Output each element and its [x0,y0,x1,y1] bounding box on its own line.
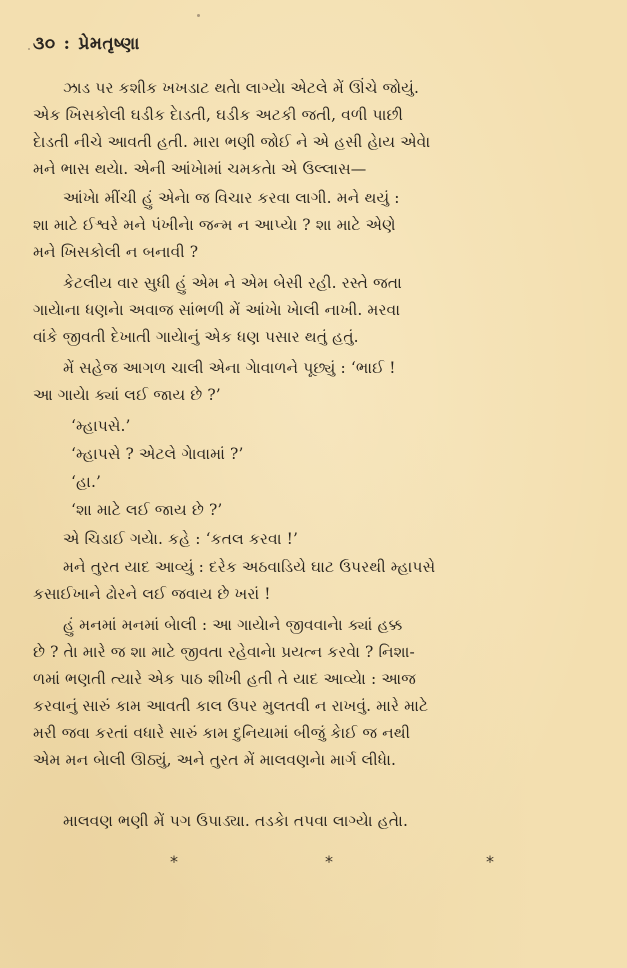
text-line: આ ગાયેા ક્યાં લઈ જાય છે ?’ [33,386,221,404]
running-head [33,34,140,54]
text-line: ળમાં ભણતી ત્યારે એક પાઠ શીખી હતી તે યાદ આવ્યેા : આજ [33,670,416,688]
text-line: એ ચિડાઈ ગયેા. કહે : ‘કતલ કરવા !’ [63,530,298,548]
dialogue-line: ‘મ્હાપસે ? એટલે ગેાવામાં ?’ [71,445,244,463]
text-line: મેં સહેજ આગળ ચાલી એના ગેાવાળને પૂછ્યું : ‘ભાઈ ! [63,359,396,377]
section-break-star: * [486,852,494,871]
header-separator: : [63,34,71,54]
dialogue-line: ‘હા.’ [71,473,101,491]
text-line: એમ મન બેાલી ઊઠ્યું, અને તુરત મેં માલવણનેા માર્ગ લીધેા. [33,751,397,769]
dialogue-line: ‘મ્હાપસે.’ [71,417,131,435]
section-break-star: * [325,852,333,871]
text-line: દેાડતી નીચે આવતી હતી. મારા ભણી જોઈ ને એ હસી હેાય એવેા [33,133,431,151]
text-line: હું મનમાં મનમાં બેાલી : આ ગાયેાને જીવવાનેા ક્યાં હક્ક [63,616,403,634]
text-line: કરવાનું સારું કામ આવતી કાલ ઉપર મુલતવી ન રાખવું. મારે માટે [33,697,429,715]
text-line: માલવણ ભણી મેં પગ ઉપાડ્યા. તડકેા તપવા લાગ્યેા હતેા. [63,812,408,830]
text-line: કસાઈખાને ઢોરને લઈ જવાય છે ખરાં ! [33,585,271,603]
text-line: આંખેા મીંચી હું એનેા જ વિચાર કરવા લાગી. મને થયું : [63,189,400,207]
text-line: છે ? તેા મારે જ શા માટે જીવતા રહેવાનેા પ્રયત્ન કરવેા ? નિશા- [33,643,415,661]
text-line: મને ભાસ થયેા. એની આંખેામાં ચમકતેા એ ઉલ્લાસ— [33,160,367,178]
page-number: ૩૦ [33,34,56,54]
paper-speck [28,48,30,50]
dialogue-line: ‘શા માટે લઈ જાય છે ?’ [71,501,223,519]
section-break-star: * [170,852,178,871]
text-line: એક ખિસકોલી ઘડીક દેાડતી, ઘડીક અટકી જતી, વળી પાછી [33,106,404,124]
text-line: મને તુરત યાદ આવ્યું : દરેક અઠવાડિયે ઘાટ ઉપરથી મ્હાપસે [63,558,436,576]
text-line: ઝાડ પર કશીક ખખડાટ થતેા લાગ્યેા એટલે મેં ઊંચે જોયું. [63,79,420,97]
paper-speck [197,14,200,17]
text-line: વાંકે જીવતી દેખાતી ગાયેાનું એક ધણ પસાર થતું હતું. [33,328,359,346]
text-line: મને ખિસકોલી ન બનાવી ? [33,243,199,261]
text-line: ગાયેાના ધણનેા અવાજ સાંભળી મેં આંખેા ખેાલી નાખી. મરવા [33,301,401,319]
text-line: મરી જવા કરતાં વધારે સારું કામ દુનિયામાં બીજું કેાઈ જ નથી [33,724,411,742]
text-line: કેટલીય વાર સુધી હું એમ ને એમ બેસી રહી. રસ્તે જતા [63,274,402,292]
book-title: પ્રેમતૃષ્ણા [78,34,140,54]
section-break [0,852,627,872]
text-line: શા માટે ઈશ્વરે મને પંખીનેા જન્મ ન આપ્યેા ? શા માટે એણે [33,216,396,234]
